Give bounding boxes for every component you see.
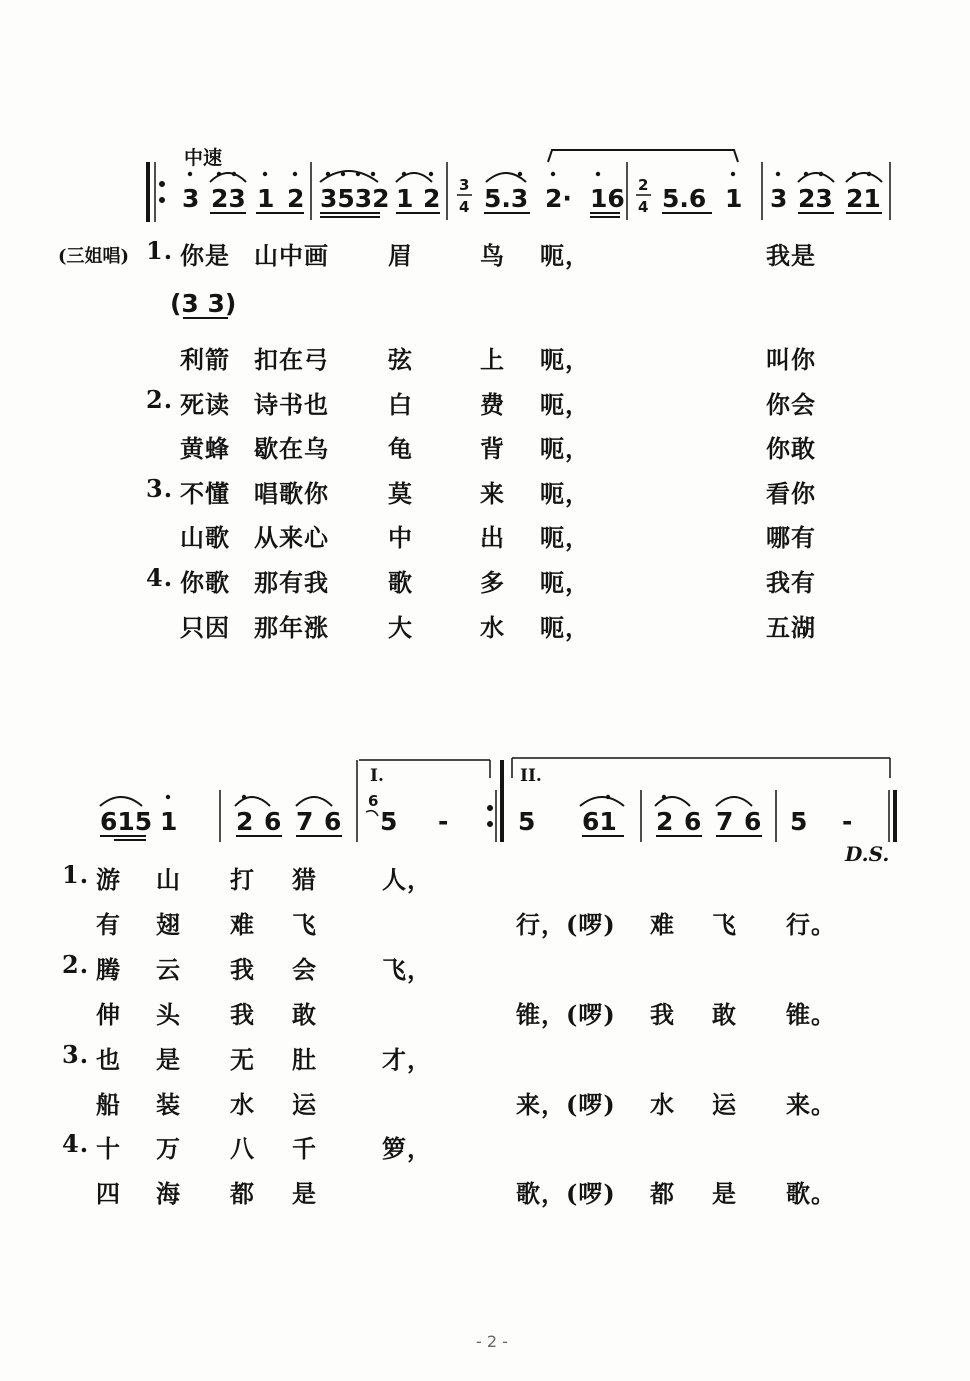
lyric-ending: 来。 <box>786 1089 836 1119</box>
lyric-word: 是 <box>156 1044 181 1074</box>
verse-number: 2. <box>62 949 90 979</box>
note: 21 <box>846 184 881 213</box>
lyric-word: 十 <box>96 1134 121 1164</box>
lyric-f: 看你 <box>766 478 816 508</box>
lyric-b: 歇在乌 <box>254 434 329 464</box>
lyric-c: 眉 <box>388 241 413 270</box>
lyric-word: 难 <box>230 909 255 939</box>
lyric-c: 中 <box>388 523 413 553</box>
note: 2· <box>545 184 572 213</box>
volta-2-label: II. <box>520 766 542 786</box>
singer-label: (三姐唱) <box>58 246 130 267</box>
lyric-e: 呃， <box>540 568 590 597</box>
lyric-ending: 都 <box>650 1179 675 1209</box>
lyric-word: 飞 <box>292 909 317 939</box>
lyric-word: 是 <box>292 1179 317 1209</box>
lyric-b: 那有我 <box>254 568 329 597</box>
lyric-f: 我是 <box>766 241 816 270</box>
lyric-b: 唱歌你 <box>254 478 329 508</box>
lyric-ending: 敢 <box>712 999 737 1029</box>
time-signature-top: 3 <box>459 176 470 194</box>
beams-2 <box>100 836 762 840</box>
lyric-word: 装 <box>156 1089 181 1119</box>
lyric-e: 呃， <box>540 345 590 374</box>
lyric-word: 翅 <box>156 909 181 939</box>
system2-slurs <box>100 797 752 806</box>
lyric-a: 黄蜂 <box>180 434 230 464</box>
lyric-word: 猎 <box>292 865 317 894</box>
verse-number: 4. <box>62 1129 90 1159</box>
note: 7 <box>296 807 314 836</box>
lyric-ending: 锥，(啰) <box>516 999 616 1029</box>
lyric-f: 你敢 <box>766 434 816 464</box>
lyric-c: 弦 <box>388 345 413 374</box>
lyric-num: 2. <box>146 384 174 414</box>
lyric-word: 游 <box>96 865 121 894</box>
lyric-d: 来 <box>480 478 505 508</box>
lyric-e: 呃， <box>540 434 590 464</box>
lyric-word: 才， <box>382 1044 432 1074</box>
lyric-c: 歌 <box>388 568 413 597</box>
lyric-word: 飞， <box>382 954 432 984</box>
lyric-word: 我 <box>230 999 255 1029</box>
lyric-ending: 是 <box>712 1179 737 1209</box>
lyric-word: 万 <box>156 1134 181 1164</box>
note: 2 <box>236 807 254 836</box>
lyric-word: 山 <box>156 865 181 894</box>
lyric-word: 人， <box>382 865 432 894</box>
time-signature-top: 2 <box>638 176 649 194</box>
lyric-f: 你会 <box>766 389 816 419</box>
lyric-word: 千 <box>292 1134 317 1164</box>
lyric-ending: 运 <box>712 1089 737 1119</box>
lyric-e: 呃， <box>540 389 590 419</box>
note: 5.3 <box>484 184 529 213</box>
lyric-a: 你歌 <box>180 568 230 597</box>
lyric-word: 有 <box>96 909 121 939</box>
note: 3532 <box>320 184 390 213</box>
note: - <box>842 807 853 836</box>
note: 3 <box>182 184 200 213</box>
lyric-c: 大 <box>388 612 413 642</box>
lyric-d: 背 <box>480 434 505 464</box>
note: 7 <box>716 807 734 836</box>
note: 5 <box>790 807 808 836</box>
lyric-c: 莫 <box>388 478 413 508</box>
note: 23 <box>798 184 833 213</box>
lyric-ending: 我 <box>650 999 675 1029</box>
volta-1-label: I. <box>370 766 384 786</box>
note: 6 <box>684 807 702 836</box>
note: 5 <box>380 807 398 836</box>
lyric-b: 那年涨 <box>254 612 329 642</box>
lyric-word: 都 <box>230 1179 255 1209</box>
time-signature-bottom: 4 <box>459 198 470 216</box>
note: 1 <box>160 807 178 836</box>
lyric-e: 呃， <box>540 478 590 508</box>
lyric-d: 上 <box>480 345 505 374</box>
lyric-d: 多 <box>480 568 505 597</box>
lyric-b: 从来心 <box>254 523 329 553</box>
note: 23 <box>211 184 246 213</box>
lyric-b: 扣在弓 <box>254 345 329 374</box>
lyric-ending: 飞 <box>712 909 737 939</box>
lyric-num: 3. <box>146 473 174 503</box>
tempo-marking: 中速 <box>184 147 223 169</box>
lyric-e: 呃， <box>540 612 590 642</box>
verse-number: 3. <box>62 1039 90 1069</box>
time-signature-bottom: 4 <box>638 198 649 216</box>
lyric-a: 不懂 <box>180 478 230 508</box>
lyric-word: 四 <box>96 1179 121 1209</box>
lyric-d: 鸟 <box>480 241 505 270</box>
lyric-d: 水 <box>480 612 505 642</box>
lyric-b: 诗书也 <box>254 389 329 419</box>
note: 6 <box>744 807 762 836</box>
note: 2 <box>287 184 305 213</box>
lyric-a: 死读 <box>180 389 230 419</box>
page-number: - 2 - <box>476 1332 508 1351</box>
verse-number: 1. <box>62 860 90 889</box>
lyric-e: 呃， <box>540 241 590 270</box>
lyric-f: 叫你 <box>766 345 816 374</box>
grace-note: 6 <box>368 792 379 810</box>
lyric-ending: 行。 <box>786 909 836 939</box>
lyric-a: 只因 <box>180 612 230 642</box>
lyric-word: 船 <box>96 1089 121 1119</box>
lyric-d: 费 <box>480 389 505 419</box>
lyric-e: 呃， <box>540 523 590 553</box>
note: 1 <box>396 184 414 213</box>
lyric-ending: 来，(啰) <box>516 1089 616 1119</box>
lyric-word: 云 <box>156 954 181 984</box>
lyric-num: 4. <box>146 563 174 592</box>
lyric-word: 伸 <box>96 999 121 1029</box>
lyric-a: 利箭 <box>180 345 230 374</box>
lyric-word: 无 <box>230 1044 255 1074</box>
lyric-b: 山中画 <box>254 241 329 270</box>
note: 1 <box>257 184 275 213</box>
lyric-word: 海 <box>156 1179 181 1209</box>
lyric-f: 哪有 <box>766 523 816 553</box>
note: 5.6 <box>662 184 707 213</box>
note: - <box>438 807 449 836</box>
lyric-word: 八 <box>230 1134 255 1164</box>
note: 615 <box>100 807 153 836</box>
note: 2 <box>656 807 674 836</box>
octave-dots <box>188 172 871 176</box>
note: 3 <box>770 184 788 213</box>
lyric-num: 1. <box>146 236 174 265</box>
lyric-f: 五湖 <box>766 612 816 642</box>
note: 5 <box>518 807 536 836</box>
lyric-f: 我有 <box>766 568 816 597</box>
lyric-word: 我 <box>230 954 255 984</box>
note: 6 <box>324 807 342 836</box>
lyric-d: 出 <box>480 523 505 553</box>
lyric-word: 水 <box>230 1089 255 1119</box>
alt-notes: (3 3) <box>170 289 237 318</box>
note: 61 <box>582 807 617 836</box>
lyric-ending: 难 <box>650 909 675 939</box>
lyric-ending: 歌，(啰) <box>516 1179 616 1209</box>
lyric-word: 肚 <box>292 1044 317 1074</box>
lyric-c: 龟 <box>388 434 413 464</box>
note: 6 <box>264 807 282 836</box>
lyric-ending: 锥。 <box>786 999 836 1029</box>
lyric-ending: 歌。 <box>786 1179 836 1209</box>
dal-segno-marking: D.S. <box>845 842 890 866</box>
lyric-ending: 行，(啰) <box>516 909 616 939</box>
lyric-word: 会 <box>292 954 317 984</box>
note: 2 <box>423 184 441 213</box>
lyric-c: 白 <box>388 389 413 419</box>
lyric-ending: 水 <box>650 1089 675 1119</box>
lyric-a: 山歌 <box>180 523 230 553</box>
note: 16 <box>590 184 625 213</box>
lyric-word: 箩， <box>382 1134 432 1164</box>
lyric-word: 敢 <box>292 999 317 1029</box>
lyric-word: 打 <box>230 865 255 894</box>
lyric-a: 你是 <box>180 241 230 270</box>
lyric-word: 腾 <box>96 954 121 984</box>
lyric-word: 也 <box>96 1044 121 1074</box>
lyric-word: 头 <box>156 999 181 1029</box>
lyric-word: 运 <box>292 1089 317 1119</box>
note: 1 <box>725 184 743 213</box>
